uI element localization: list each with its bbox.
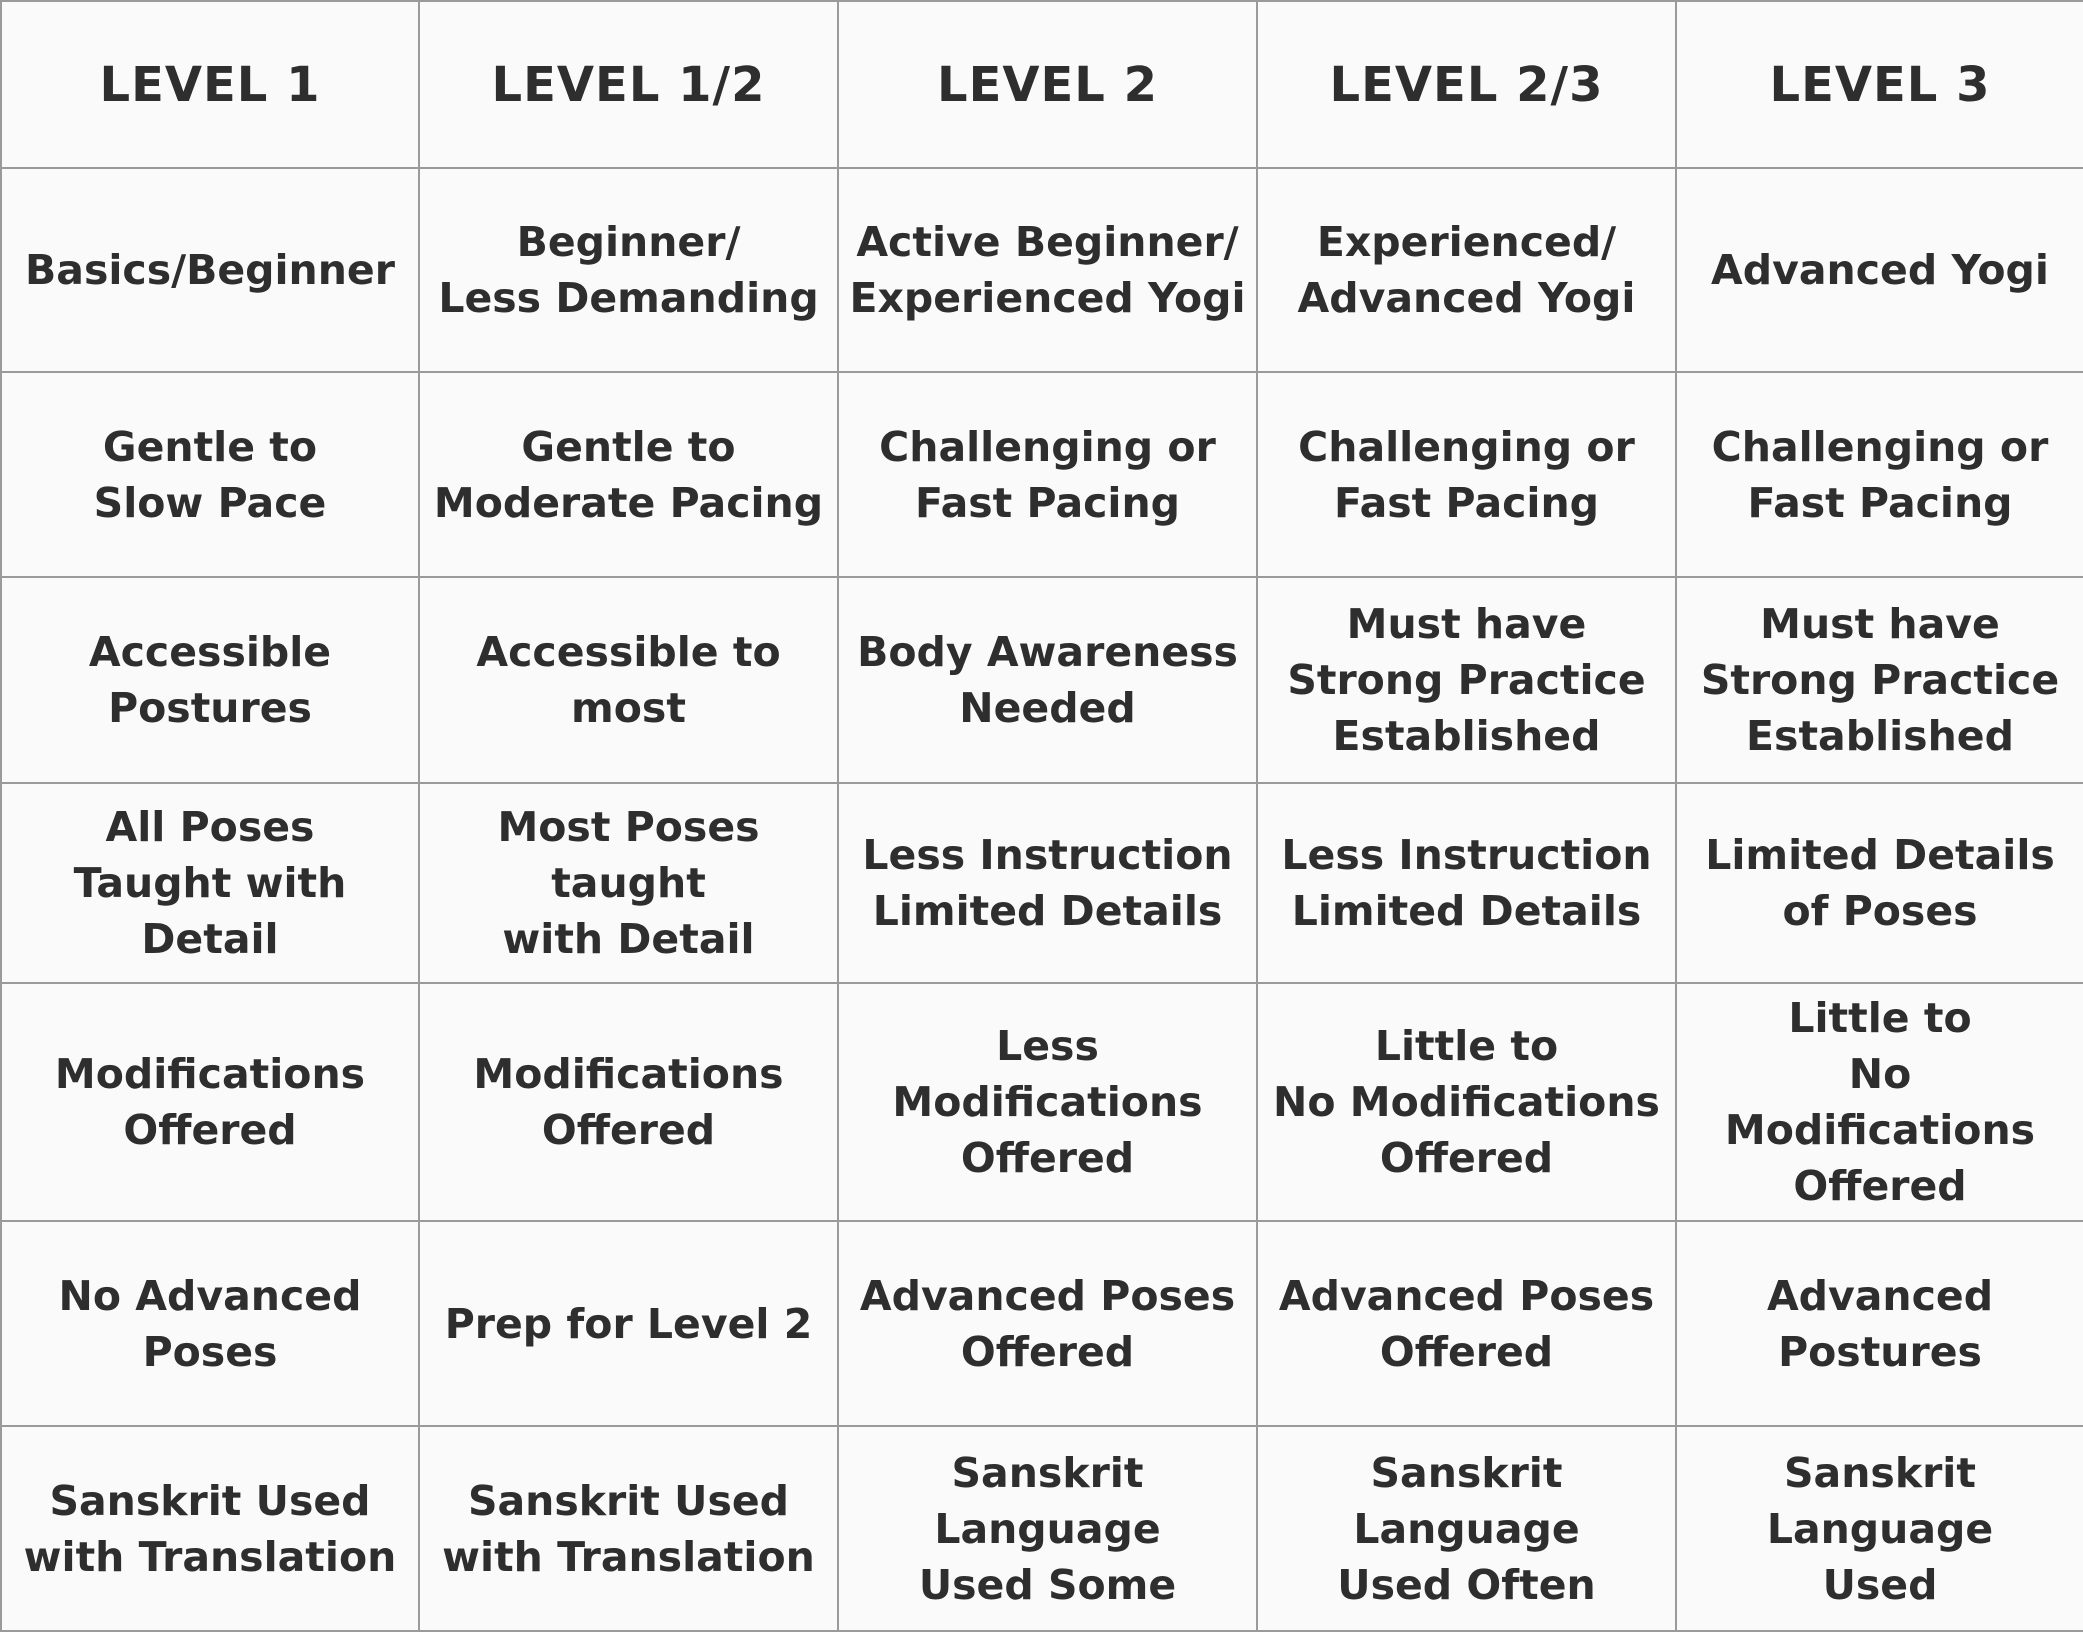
table-cell: Sanskrit Language Used <box>1676 1426 2083 1631</box>
header-cell-level-3: LEVEL 3 <box>1676 1 2083 168</box>
table-cell: Challenging or Fast Pacing <box>1676 372 2083 577</box>
table-cell: No Advanced Poses <box>1 1221 419 1426</box>
table-row <box>1 168 2083 372</box>
table-row <box>1 783 2083 983</box>
table-cell: Beginner/ Less Demanding <box>419 168 838 372</box>
table-cell: Sanskrit Used with Translation <box>419 1426 838 1631</box>
table-cell: Advanced Postures <box>1676 1221 2083 1426</box>
table-cell: Most Poses taught with Detail <box>419 783 838 983</box>
header-cell-level-1: LEVEL 1 <box>1 1 419 168</box>
table-cell: Active Beginner/ Experienced Yogi <box>838 168 1257 372</box>
table-cell: Prep for Level 2 <box>419 1221 838 1426</box>
table-cell: Less Instruction Limited Details <box>1257 783 1676 983</box>
table-row <box>1 1426 2083 1631</box>
table-cell: All Poses Taught with Detail <box>1 783 419 983</box>
table-row <box>1 983 2083 1221</box>
table-cell: Challenging or Fast Pacing <box>1257 372 1676 577</box>
table-cell: Modifications Offered <box>1 983 419 1221</box>
header-cell-level-2: LEVEL 2 <box>838 1 1257 168</box>
table-cell: Sanskrit Language Used Often <box>1257 1426 1676 1631</box>
header-cell-level-1-2: LEVEL 1/2 <box>419 1 838 168</box>
table-cell: Little to No Modifications Offered <box>1257 983 1676 1221</box>
table-cell: Modifications Offered <box>419 983 838 1221</box>
table-cell: Gentle to Moderate Pacing <box>419 372 838 577</box>
table-cell: Less Modifications Offered <box>838 983 1257 1221</box>
table-cell: Experienced/ Advanced Yogi <box>1257 168 1676 372</box>
table-cell: Accessible to most <box>419 577 838 783</box>
table-cell: Less Instruction Limited Details <box>838 783 1257 983</box>
table-row <box>1 372 2083 577</box>
table-cell: Advanced Poses Offered <box>838 1221 1257 1426</box>
header-cell-level-2-3: LEVEL 2/3 <box>1257 1 1676 168</box>
table-cell: Sanskrit Language Used Some <box>838 1426 1257 1631</box>
table-cell: Advanced Yogi <box>1676 168 2083 372</box>
table-row <box>1 577 2083 783</box>
table-cell: Body Awareness Needed <box>838 577 1257 783</box>
table-cell: Basics/Beginner <box>1 168 419 372</box>
table-cell: Challenging or Fast Pacing <box>838 372 1257 577</box>
table-cell: Limited Details of Poses <box>1676 783 2083 983</box>
table-cell: Advanced Poses Offered <box>1257 1221 1676 1426</box>
table-row <box>1 1221 2083 1426</box>
table-cell: Must have Strong Practice Established <box>1257 577 1676 783</box>
table-cell: Accessible Postures <box>1 577 419 783</box>
header-row <box>1 1 2083 168</box>
table-cell: Must have Strong Practice Established <box>1676 577 2083 783</box>
table-cell: Little to No Modifications Offered <box>1676 983 2083 1221</box>
table-cell: Gentle to Slow Pace <box>1 372 419 577</box>
table-cell: Sanskrit Used with Translation <box>1 1426 419 1631</box>
